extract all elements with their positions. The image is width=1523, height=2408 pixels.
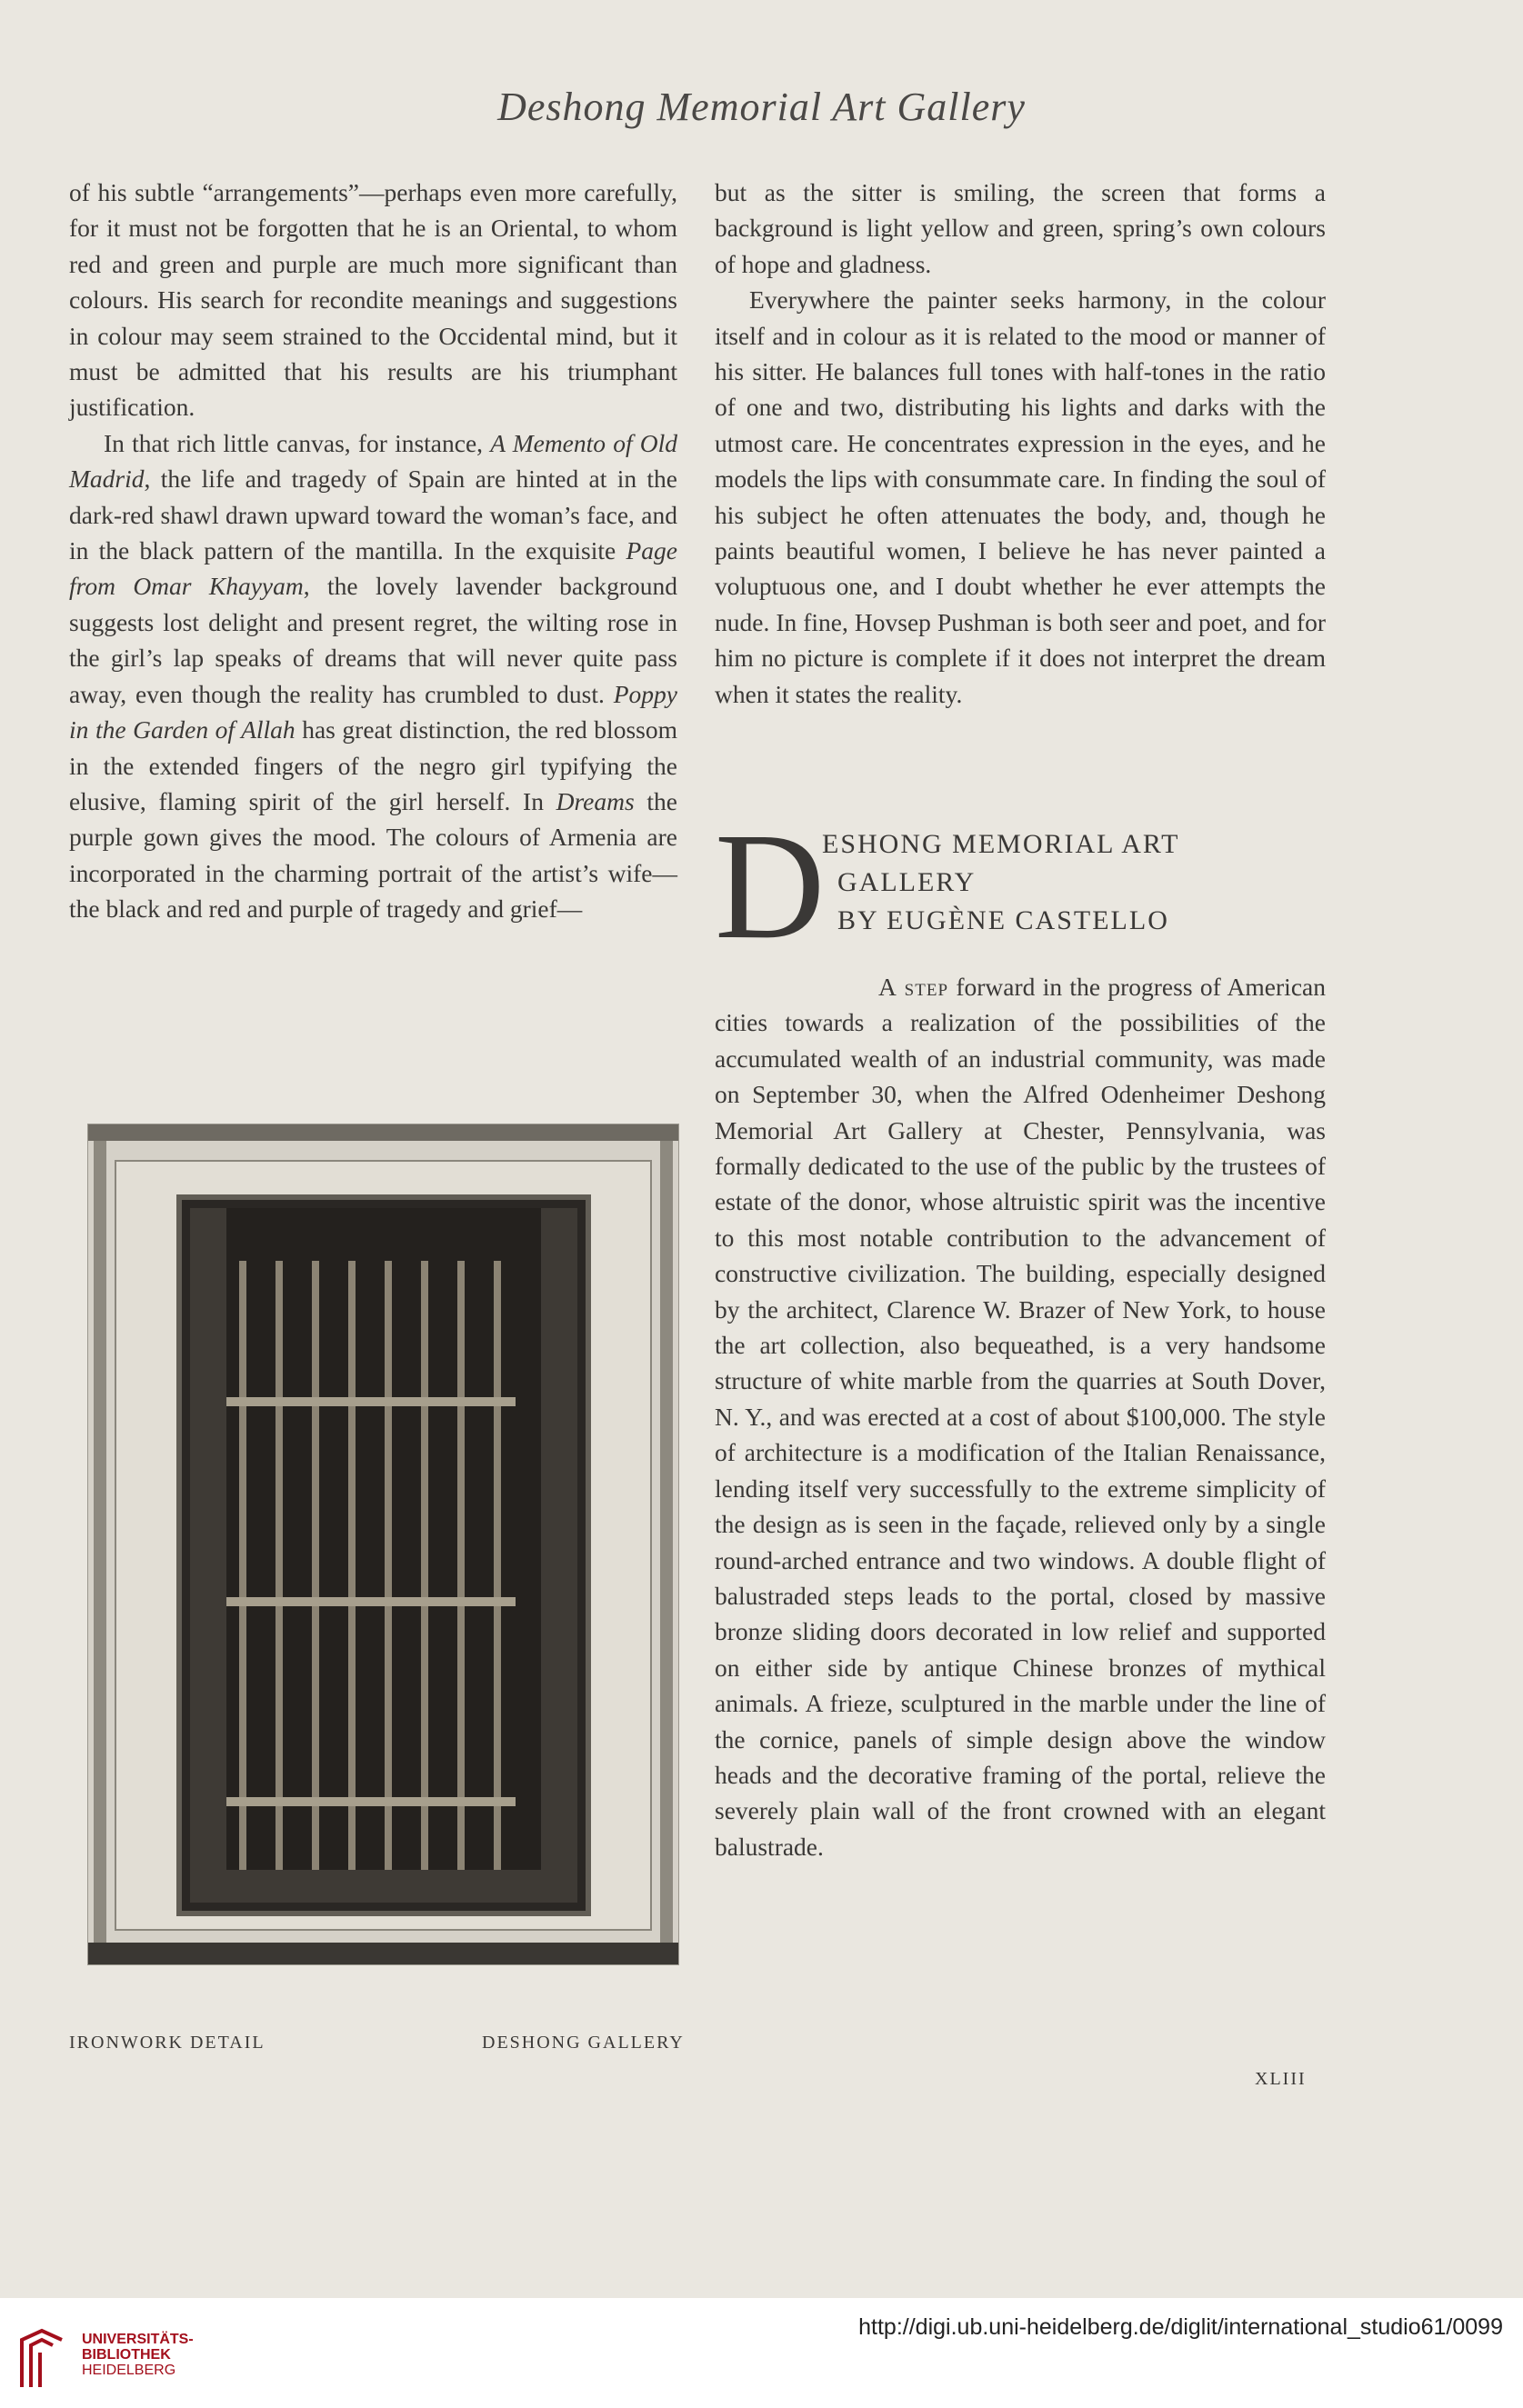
running-head: Deshong Memorial Art Gallery <box>497 85 1026 129</box>
page-number: XLIII <box>1255 2069 1307 2089</box>
left-column <box>69 175 677 927</box>
left-paragraph-2 <box>69 425 677 927</box>
artwork-title: A Memento of Old Madrid <box>69 428 678 494</box>
lead-in: A step <box>878 973 949 1001</box>
ironwork-photo <box>87 1124 679 1965</box>
library-line-1: UNIVERSITÄTS- <box>82 2332 194 2347</box>
text-run: In that rich little canvas, for instance, <box>104 428 491 457</box>
caption-left: IRONWORK DETAIL <box>69 2033 266 2053</box>
drop-cap: D <box>715 802 826 971</box>
text-run: , the life and tragedy of Spain are hinted at in the dark-red shawl drawn upward toward the woman’s face, and in the black pattern of the mantilla. In the exquisite <box>69 465 677 565</box>
right-column-top <box>715 175 1326 712</box>
text-run: forward in the progress of American cities towards a realization of the possibilities of the accumulated wealth of an industrial community, was made on September 30, when the Alfred Odenheimer Deshong Memorial Art Gallery at Chester, Pennsylvania, was formally dedicated to the use of the public by the trustees of estate of the donor, whose altruistic spirit was the incentive to this most notable contribution to the advancement of constructive civilization. The building, especially designed by the architect, Clarence W. Brazer of New York, to house the art collection, also bequeathed, is a very handsome structure of white marble from the quarries at South Dover, N. Y., and was erected at a cost of about $100,000. The style of architecture is a modification of the Italian Renaissance, lending itself very successfully to the extreme simplicity of the design as is seen in the façade, relieved only by a single round-arched entrance and two windows. A double flight of balustraded steps leads to the portal, closed by massive bronze sliding doors decorated in low relief and supported on either side by antique Chinese bronzes of mythical animals. A frieze, sculptured in the marble under the line of the cornice, panels of simple design above the window heads and the decorative framing of the portal, relieve the severely plain wall of the front crowned with an elegant balustrade. <box>715 973 1326 1861</box>
library-name <box>82 2332 194 2378</box>
text-run: has great distinction, the red blossom in the extended fingers of the negro girl typifying the elusive, flaming spirit of the girl herself. In <box>69 715 677 815</box>
text-run: , the lovely lavender background suggests lost delight and present regret, the wilting rose in the girl’s lap speaks of dreams that will never quite pass away, even though the reality has crumbled to dust. <box>69 572 677 708</box>
artwork-title: Page from Omar Khayyam <box>69 536 677 601</box>
left-paragraph-1: of his subtle “arrangements”—perhaps even more carefully, for it must not be forgotten that he is an Oriental, to whom red and green and purple are much more significant than colours. His search for recondite meanings and suggestions in colour may seem strained to the Occidental mind, but it must be admitted that his results are his triumphant justification. <box>69 178 677 422</box>
library-line-2: BIBLIOTHEK <box>82 2347 171 2363</box>
library-line-3: HEIDELBERG <box>82 2363 176 2378</box>
ironwork-illustration <box>88 1124 678 1964</box>
artwork-title: Dreams <box>556 786 635 815</box>
library-logo-icon <box>15 2327 69 2391</box>
right-paragraph-1: but as the sitter is smiling, the screen that forms a background is light yellow and green, spring’s own colours of hope and gladness. <box>715 178 1326 278</box>
caption-right: DESHONG GALLERY <box>482 2033 685 2053</box>
permalink[interactable]: http://digi.ub.uni-heidelberg.de/diglit/international_studio61/0099 <box>858 2314 1503 2340</box>
heading-line-2: GALLERY <box>837 867 977 897</box>
article-heading <box>715 802 1326 971</box>
article-body <box>715 969 1326 1864</box>
heading-line-1: ESHONG MEMORIAL ART <box>822 829 1180 859</box>
right-paragraph-2: Everywhere the painter seeks harmony, in the colour itself and in colour as it is related to the mood or manner of his sitter. He balances full tones with half-tones in the ratio of one and two, distributing his lights and darks with the utmost care. He concentrates expression in the eyes, and he models the lips with consummate care. In finding the soul of his subject he often attenuates the body, and, though he paints beautiful women, I believe he has never painted a voluptuous one, and I doubt whether he ever attempts the nude. In fine, Hovsep Pushman is both seer and poet, and for him no picture is complete if it does not interpret the dream when it states the reality. <box>715 285 1326 708</box>
byline: BY EUGÈNE CASTELLO <box>837 905 1169 935</box>
text-run: the purple gown gives the mood. The colours of Armenia are incorporated in the charming portrait of the artist’s wife—the black and red and purple of tragedy and grief— <box>69 786 677 924</box>
article-paragraph <box>715 969 1326 1864</box>
artwork-title: Poppy in the Garden of Allah <box>69 679 677 744</box>
